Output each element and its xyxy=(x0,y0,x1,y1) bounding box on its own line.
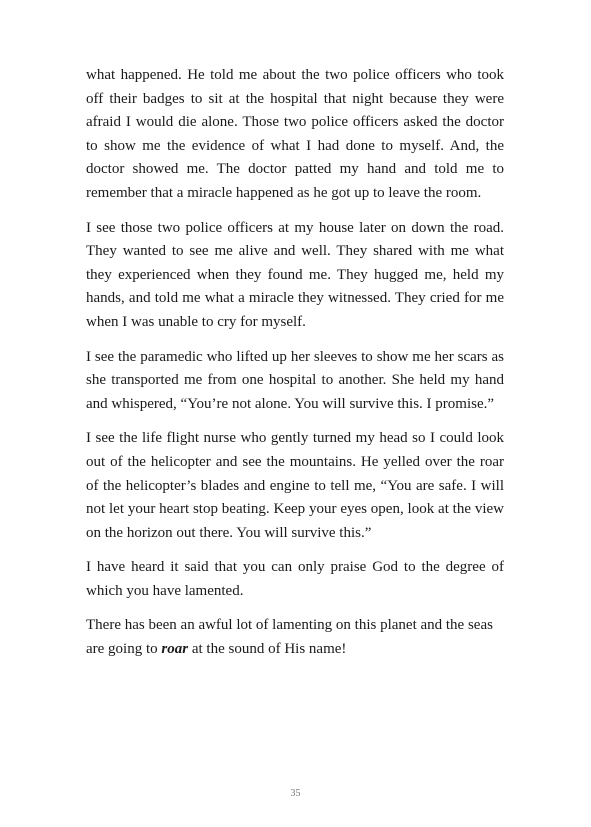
paragraph-5: I have heard it said that you can only praise God to the degree of which you have lamented. xyxy=(86,559,504,599)
paragraph-6-text-after: at the sound of His name! xyxy=(188,641,347,658)
paragraph-3: I see the paramedic who lifted up her sleeves to show me her scars as she transported me from one hospital to another. She held my hand and whispered, “You’re not alone. You will survive this. I promise.” xyxy=(86,348,504,412)
emphasis-roar: roar xyxy=(161,641,189,658)
paragraph-4: I see the life flight nurse who gently turned my head so I could look out of the helicopter and see the mountains. He yelled over the roar of the helicopter’s blades and engine to tell me, “You are safe. I will not let your heart stop beating. Keep your eyes open, look at the view on the horizon out there. You will survive this.” xyxy=(86,430,504,541)
page-body xyxy=(86,64,504,673)
paragraph-6 xyxy=(86,614,504,661)
paragraph-6-text-before: There has been an awful lot of lamenting on this planet and the seas are going to xyxy=(86,617,493,658)
paragraph-1: what happened. He told me about the two police officers who took off their badges to sit at the hospital that night because they were afraid I would die alone. Those two police officers asked the doctor to show me the evidence of what I had done to myself. And, the doctor showed me. The doctor patted my hand and told me to remember that a miracle happened as he got up to leave the room. xyxy=(86,67,504,201)
page-number: 35 xyxy=(290,788,301,799)
paragraph-2: I see those two police officers at my house later on down the road. They wanted to see me alive and well. They shared with me what they experienced when they found me. They hugged me, held my hands, and told me what a miracle they witnessed. They cried for me when I was unable to cry for myself. xyxy=(86,219,504,330)
